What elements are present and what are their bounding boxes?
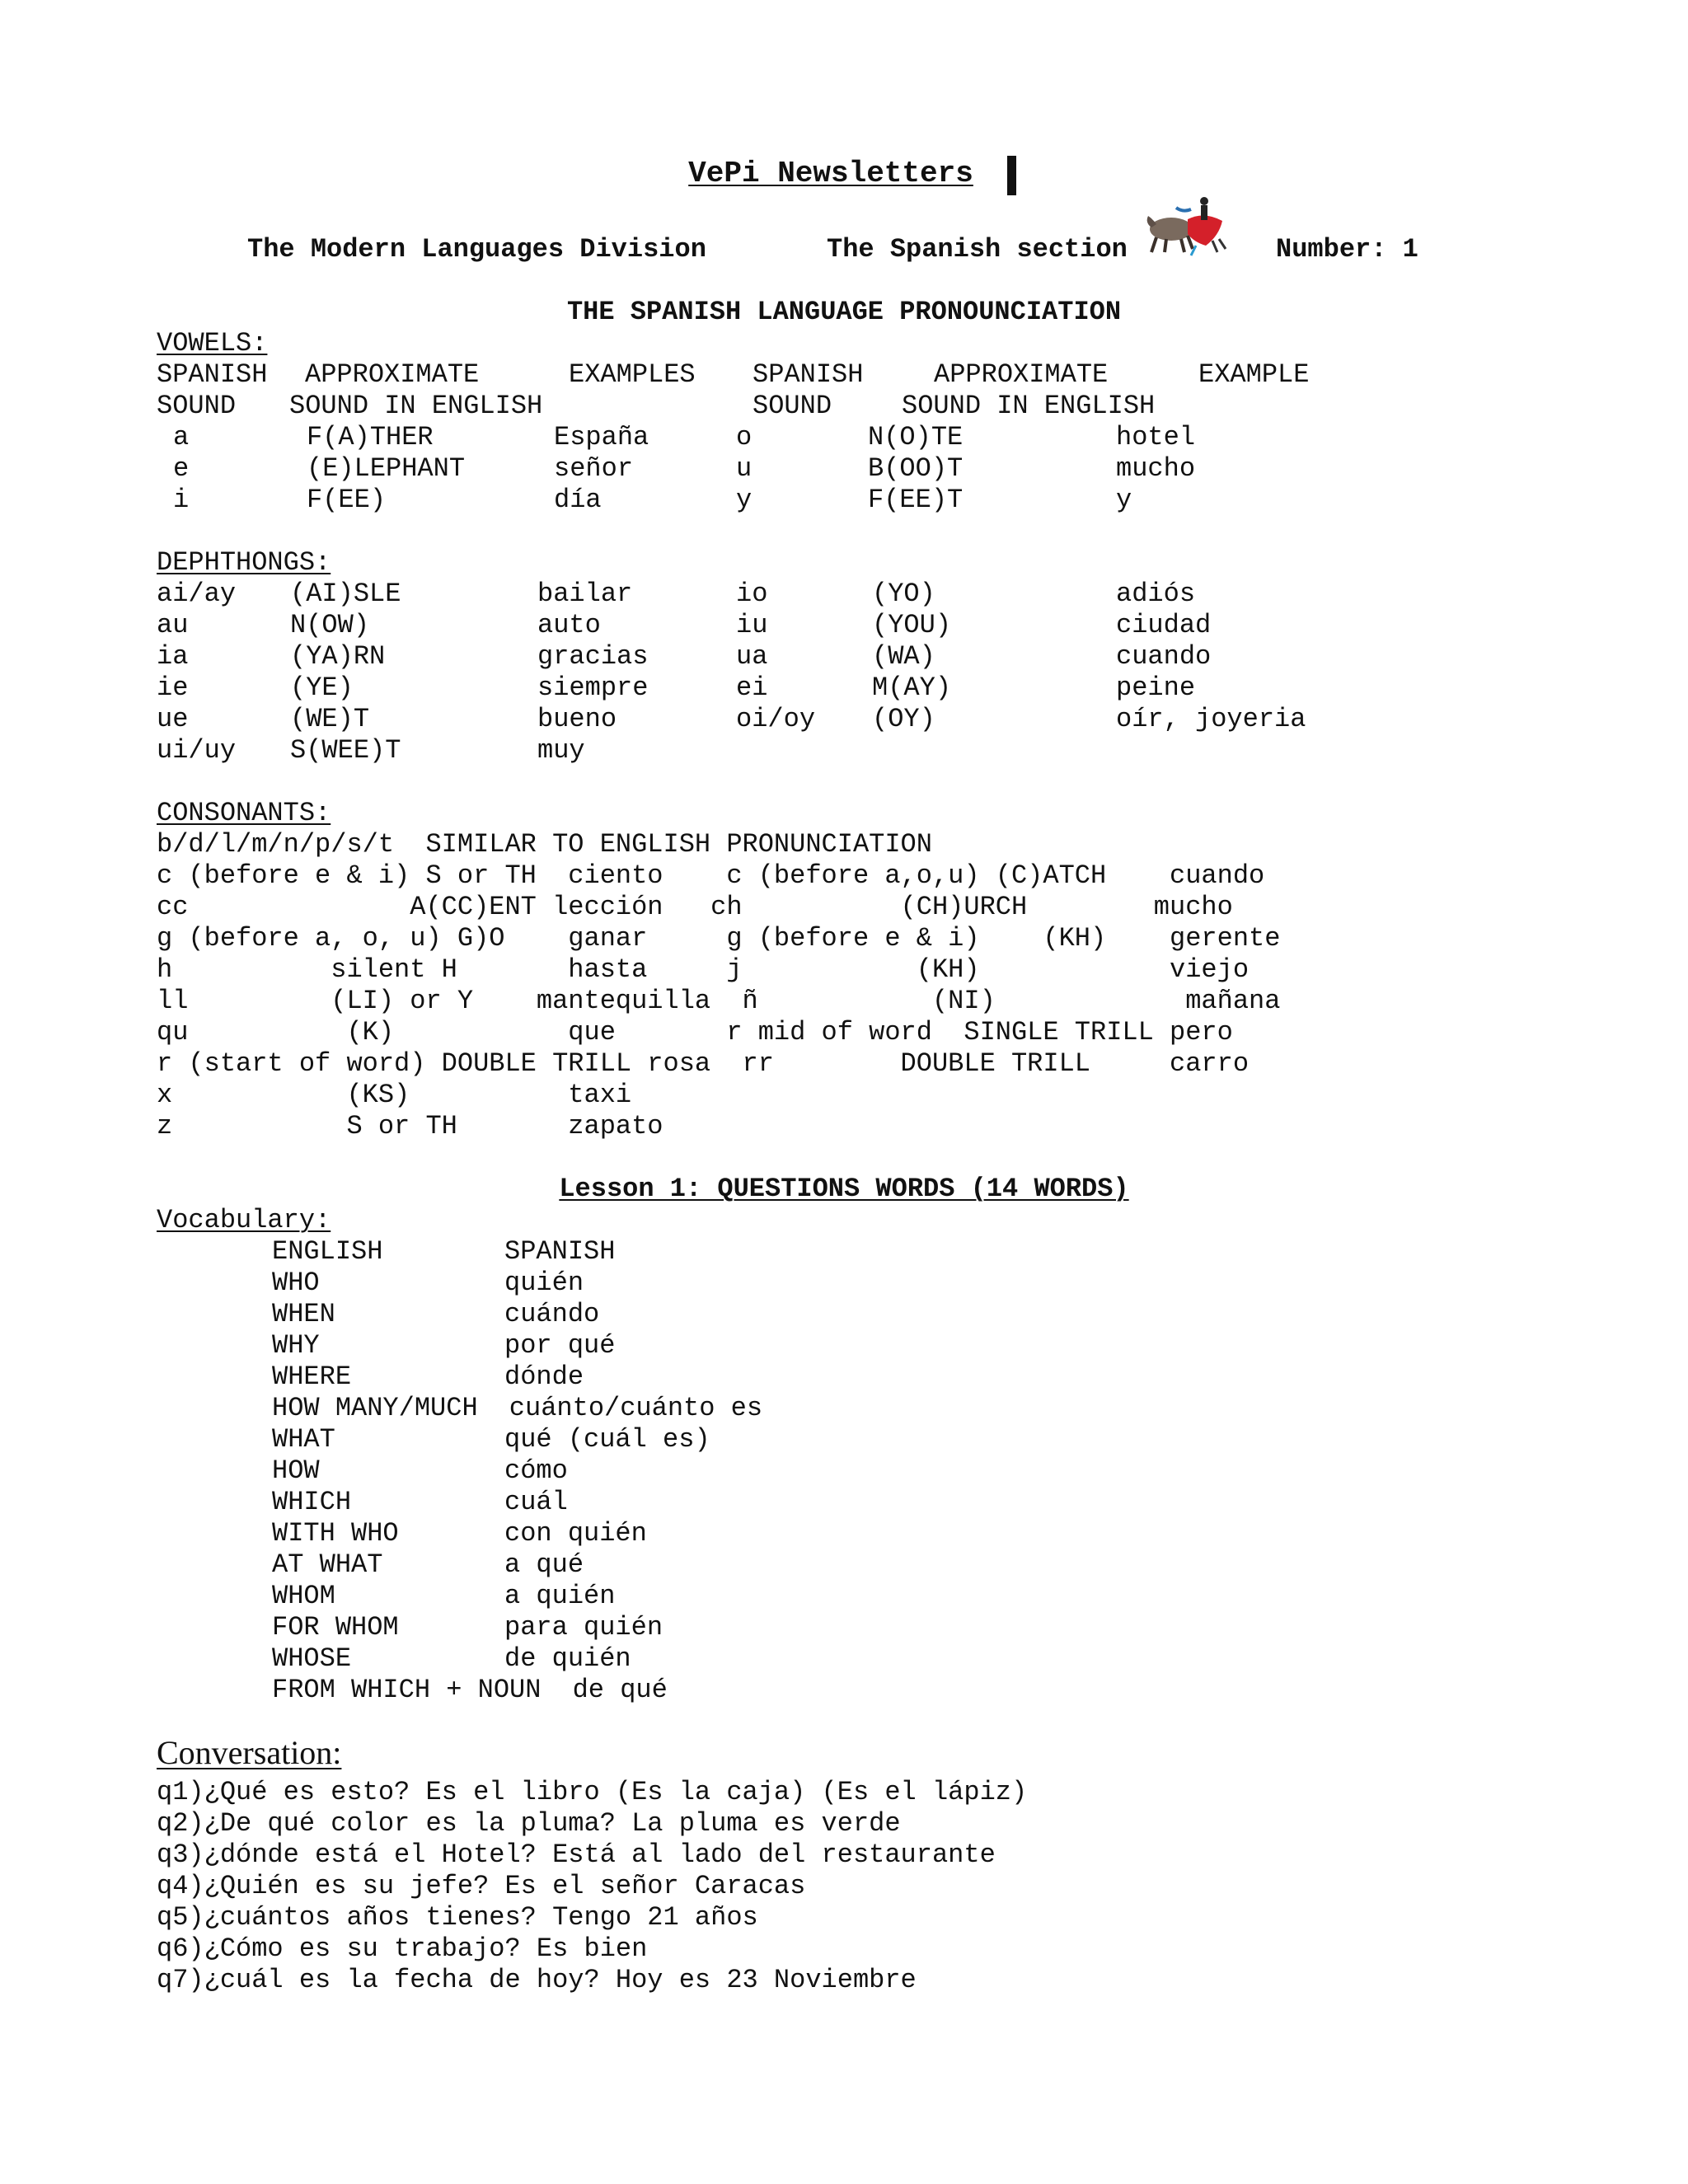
diphthong-cell: iu [736, 610, 768, 640]
consonant-line: cc A(CC)ENT lección ch (CH)URCH mucho [157, 892, 1233, 922]
vocab-spanish-word: con quién [504, 1518, 647, 1549]
section-label: The Spanish section [827, 234, 1128, 265]
diphthong-cell: ei [736, 673, 768, 703]
diphthong-cell: (YA)RN [290, 641, 386, 672]
vocab-header-english: ENGLISH [272, 1236, 383, 1267]
diphthong-cell: ie [157, 673, 189, 703]
vocab-english-word: WHICH [272, 1487, 352, 1517]
vowel-cell: o [736, 422, 753, 452]
consonant-line: x (KS) taxi [157, 1080, 632, 1110]
vocab-spanish-word: cuándo [504, 1299, 600, 1329]
vowel-cell: B(OO)T [868, 453, 964, 484]
vowel-cell: y [1116, 485, 1132, 515]
newsletter-title: VePi Newsletters [688, 157, 973, 190]
vocabulary-label: Vocabulary: [157, 1205, 331, 1235]
issue-number: Number: 1 [1276, 234, 1418, 265]
vowels-label: VOWELS: [157, 328, 268, 359]
vocab-spanish-word: cómo [504, 1455, 568, 1486]
conversation-line: q3)¿dónde está el Hotel? Está al lado del restaurante [157, 1840, 996, 1870]
vocab-english-word: WHOSE [272, 1643, 352, 1674]
consonant-line: r (start of word) DOUBLE TRILL rosa rr DOUBLE TRILL carro [157, 1048, 1250, 1079]
conversation-title: Conversation: [157, 1734, 342, 1771]
consonants-label: CONSONANTS: [157, 798, 331, 828]
diphthong-cell: (YOU) [872, 610, 952, 640]
vowel-header-cell: APPROXIMATE [305, 359, 480, 390]
vowel-cell: i [173, 485, 190, 515]
diphthong-cell: bueno [537, 704, 617, 734]
vowel-cell: F(EE) [307, 485, 387, 515]
diphthong-cell: ia [157, 641, 189, 672]
diphthong-cell: muy [537, 735, 585, 766]
consonant-line: g (before a, o, u) G)O ganar g (before e & i) (KH) gerente [157, 923, 1281, 954]
vocab-spanish-word: de qué [556, 1675, 668, 1705]
consonant-line: qu (K) que r mid of word SINGLE TRILL pero [157, 1017, 1233, 1047]
vocab-spanish-word: quién [504, 1268, 584, 1298]
diphthong-cell: au [157, 610, 189, 640]
vowel-header-cell: APPROXIMATE [934, 359, 1109, 390]
vowel-cell: N(O)TE [868, 422, 964, 452]
diphthong-cell: (WA) [872, 641, 935, 672]
consonant-line: h silent H hasta j (KH) viejo [157, 954, 1250, 985]
consonant-line: c (before e & i) S or TH ciento c (before a,o,u) (C)ATCH cuando [157, 860, 1265, 891]
diphthong-cell: (YE) [290, 673, 354, 703]
diphthongs-label: DEPHTHONGS: [157, 547, 331, 578]
vowel-cell: señor [554, 453, 634, 484]
vocab-spanish-word: dónde [504, 1361, 584, 1392]
vocab-english-word: HOW [272, 1455, 320, 1486]
vowel-cell: e [173, 453, 190, 484]
conversation-line: q1)¿Qué es esto? Es el libro (Es la caja) (Es el lápiz) [157, 1777, 1028, 1807]
diphthong-cell: oír, joyeria [1116, 704, 1306, 734]
text-cursor-bar [1007, 156, 1016, 195]
vocab-english-word: WHO [272, 1268, 320, 1298]
vocab-spanish-word: por qué [504, 1330, 616, 1361]
conversation-line: q2)¿De qué color es la pluma? La pluma es verde [157, 1808, 901, 1839]
diphthong-cell: adiós [1116, 579, 1196, 609]
vowel-cell: día [554, 485, 602, 515]
diphthong-cell: siempre [537, 673, 649, 703]
vocab-english-word: WHY [272, 1330, 320, 1361]
consonant-line: b/d/l/m/n/p/s/t SIMILAR TO ENGLISH PRONUNCIATION [157, 829, 932, 860]
vocab-english-word: WITH WHO [272, 1518, 399, 1549]
vocab-english-word: HOW MANY/MUCH [272, 1393, 478, 1423]
diphthong-cell: io [736, 579, 768, 609]
vocab-english-word: AT WHAT [272, 1549, 383, 1580]
division-label: The Modern Languages Division [247, 234, 706, 265]
diphthong-cell: (AI)SLE [290, 579, 401, 609]
diphthong-cell: (OY) [872, 704, 935, 734]
vowel-cell: mucho [1116, 453, 1196, 484]
conversation-line: q7)¿cuál es la fecha de hoy? Hoy es 23 Noviembre [157, 1965, 917, 1995]
vocab-spanish-word: de quién [504, 1643, 631, 1674]
vowel-cell: F(EE)T [868, 485, 964, 515]
diphthong-cell: ciudad [1116, 610, 1212, 640]
vowel-cell: (E)LEPHANT [307, 453, 466, 484]
diphthong-cell: ue [157, 704, 189, 734]
diphthong-cell: (YO) [872, 579, 935, 609]
diphthong-cell: cuando [1116, 641, 1212, 672]
vowel-cell: a [173, 422, 190, 452]
vowel-header-cell: SPANISH [157, 359, 268, 390]
diphthong-cell: ua [736, 641, 768, 672]
vocab-english-word: FROM WHICH + NOUN [272, 1675, 542, 1705]
vowel-cell: y [736, 485, 753, 515]
vocab-spanish-word: cuánto/cuánto es [493, 1393, 763, 1423]
consonant-line: ll (LI) or Y mantequilla ñ (NI) mañana [157, 986, 1281, 1016]
vowel-header-cell: SOUND [157, 391, 237, 421]
vowel-cell: u [736, 453, 753, 484]
diphthong-cell: peine [1116, 673, 1196, 703]
vocab-english-word: WHEN [272, 1299, 335, 1329]
conversation-line: q4)¿Quién es su jefe? Es el señor Caracas [157, 1871, 806, 1901]
diphthong-cell: ui/uy [157, 735, 237, 766]
vocab-spanish-word: a qué [504, 1549, 584, 1580]
vocab-header-spanish: SPANISH [504, 1236, 616, 1267]
diphthong-cell: (WE)T [290, 704, 370, 734]
matador-bull-icon [1140, 191, 1231, 257]
conversation-line: q6)¿Cómo es su trabajo? Es bien [157, 1933, 648, 1964]
diphthong-cell: bailar [537, 579, 633, 609]
diphthong-cell: M(AY) [872, 673, 952, 703]
lesson-title: Lesson 1: QUESTIONS WORDS (14 WORDS) [559, 1174, 1129, 1204]
diphthong-cell: S(WEE)T [290, 735, 401, 766]
vowel-header-cell: EXAMPLE [1198, 359, 1310, 390]
vowel-header-cell: EXAMPLES [569, 359, 696, 390]
vocab-english-word: FOR WHOM [272, 1612, 399, 1643]
vowel-header-cell: SOUND IN ENGLISH [902, 391, 1156, 421]
conversation-line: q5)¿cuántos años tienes? Tengo 21 años [157, 1902, 758, 1933]
vocab-spanish-word: cuál [504, 1487, 568, 1517]
vowel-header-cell: SOUND IN ENGLISH [289, 391, 543, 421]
pronunciation-title: THE SPANISH LANGUAGE PRONOUNCIATION [566, 297, 1122, 327]
diphthong-cell: oi/oy [736, 704, 816, 734]
diphthong-cell: auto [537, 610, 601, 640]
diphthong-cell: N(OW) [290, 610, 370, 640]
vocab-spanish-word: a quién [504, 1581, 616, 1611]
vocab-spanish-word: para quién [504, 1612, 663, 1643]
vocab-english-word: WHAT [272, 1424, 335, 1455]
vowel-header-cell: SOUND [753, 391, 832, 421]
diphthong-cell: gracias [537, 641, 649, 672]
vowel-cell: F(A)THER [307, 422, 434, 452]
vocab-spanish-word: qué (cuál es) [504, 1424, 710, 1455]
vowel-header-cell: SPANISH [753, 359, 864, 390]
vowel-cell: hotel [1116, 422, 1196, 452]
consonant-line: z S or TH zapato [157, 1111, 663, 1141]
vocab-english-word: WHERE [272, 1361, 352, 1392]
vocab-english-word: WHOM [272, 1581, 335, 1611]
vowel-cell: España [554, 422, 649, 452]
diphthong-cell: ai/ay [157, 579, 237, 609]
